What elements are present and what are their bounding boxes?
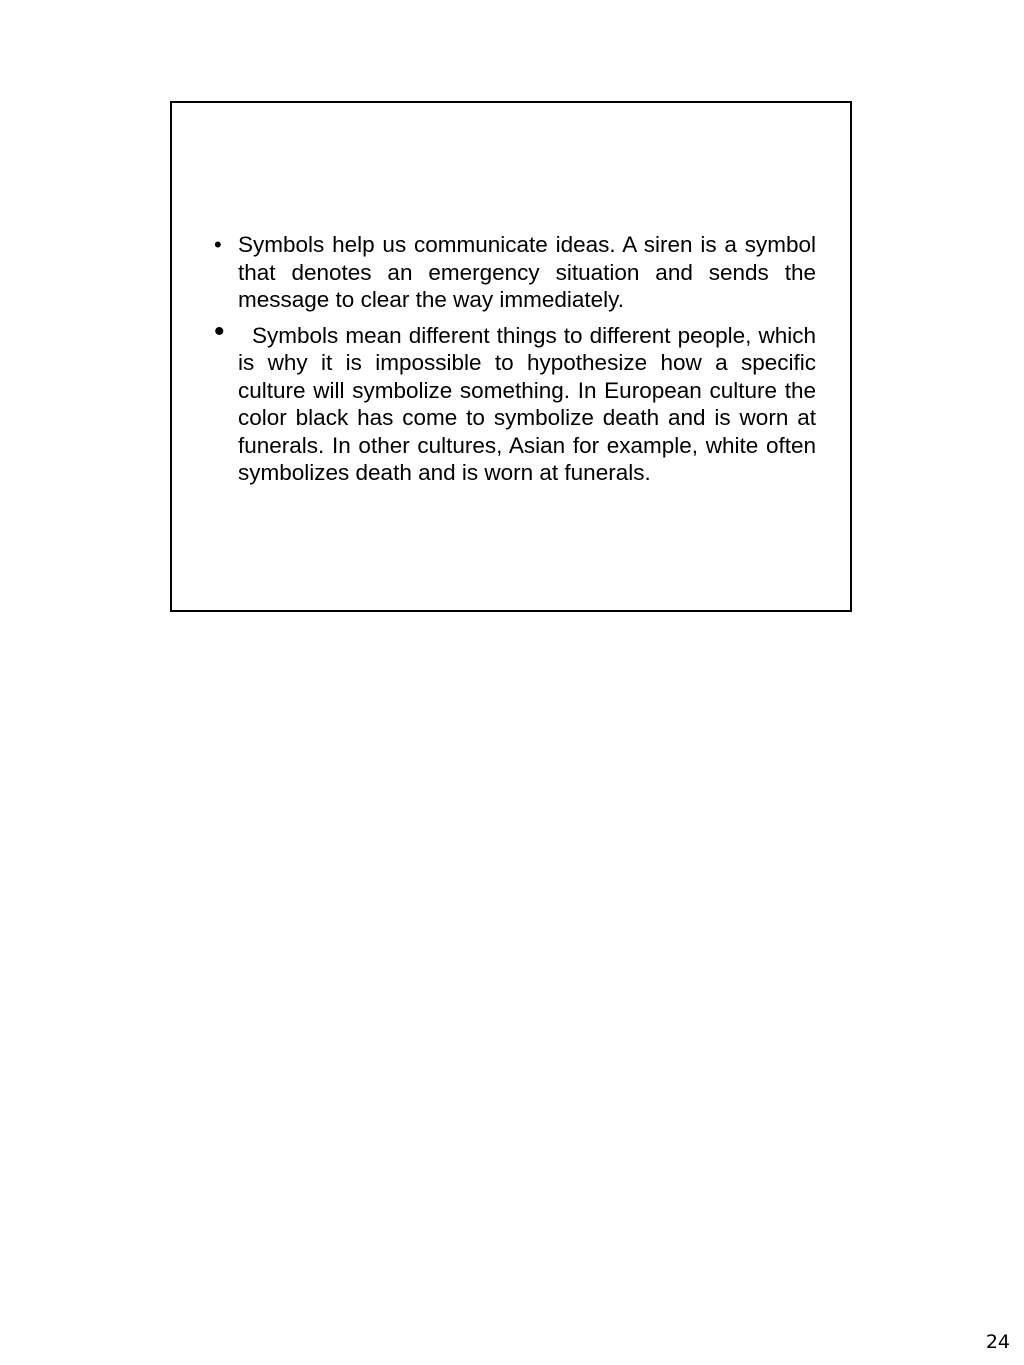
bullet-item-symbols-different	[208, 314, 816, 487]
bullet-text	[238, 322, 816, 487]
bullet-text-content: Symbols mean different things to different people, which is why it is impossible to hypothesize how a specific culture will symbolize something. In European culture the color black has come to symbolize death and is worn at funerals. In other cultures, Asian for example, white often symbolizes death and is worn at funerals.	[238, 322, 816, 485]
slide-frame	[170, 101, 852, 612]
bullet-list	[208, 231, 816, 487]
bullet-text: Symbols help us communicate ideas. A siren is a symbol that denotes an emergency situation and sends the message to clear the way immediately.	[238, 232, 816, 312]
page-number: 24	[985, 1331, 1010, 1353]
bullet-marker: •	[214, 314, 225, 348]
bullet-marker: •	[214, 232, 222, 257]
bullet-item-symbols-communicate	[208, 231, 816, 314]
